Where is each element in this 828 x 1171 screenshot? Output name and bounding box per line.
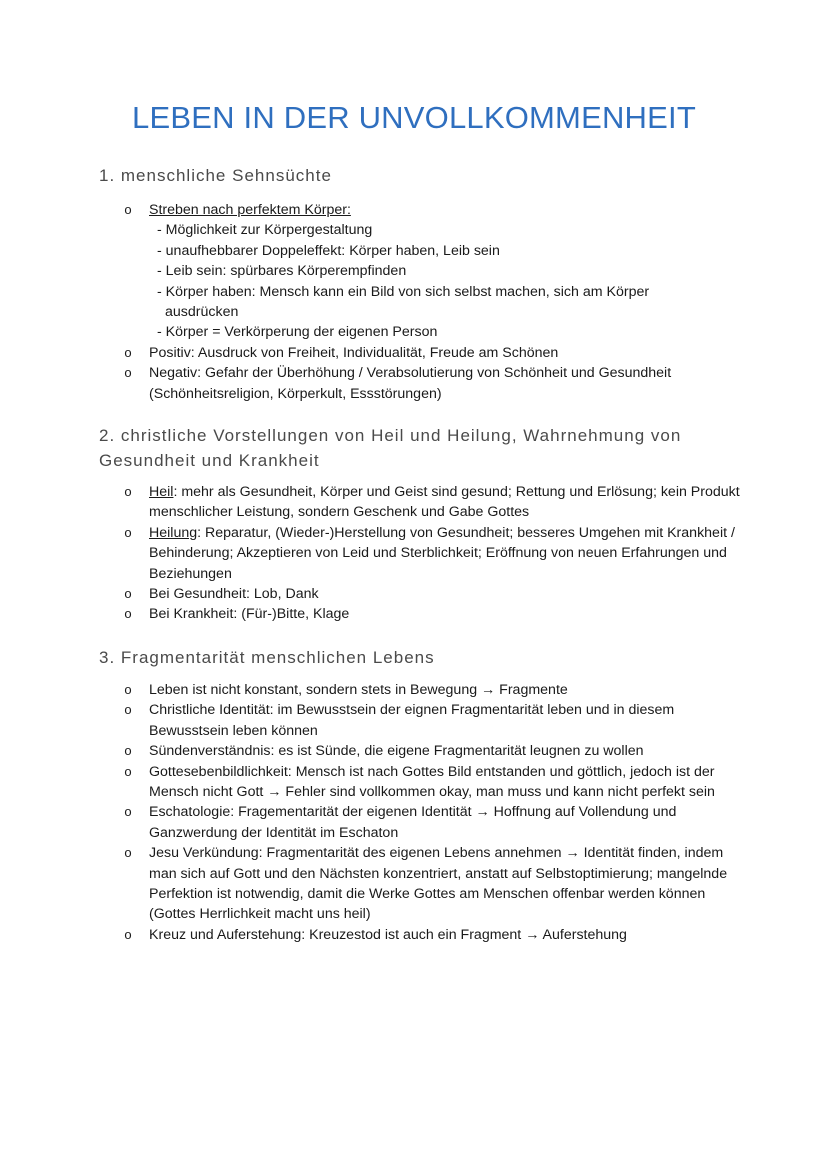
sub-item: - Körper haben: Mensch kann ein Bild von sich selbst machen, sich am Körper — [157, 283, 650, 300]
item-text: Negativ: Gefahr der Überhöhung / Verabsolutierung von Schönheit und Gesundheit (Schönheitsreligion, Körperkult, Essstörungen) — [149, 365, 672, 402]
item-text: : mehr als Gesundheit, Körper und Geist sind gesund; Rettung und Erlösung; kein Produkt menschlicher Leistung, sondern Geschenk und Gabe Gottes — [149, 484, 740, 521]
bullet-icon: o — [124, 202, 132, 217]
sub-item: - Körper = Verkörperung der eigenen Person — [157, 324, 438, 341]
list-item — [122, 843, 742, 925]
item-label: Heil — [149, 484, 174, 500]
bullet-icon: o — [124, 845, 132, 861]
list-item — [122, 343, 742, 363]
list-item — [122, 741, 742, 761]
list-item — [122, 700, 742, 741]
section-2-heading: 2. christliche Vorstellungen von Heil und Heilung, Wahrnehmung von Gesundheit und Krankheit — [99, 426, 682, 470]
bullet-icon: o — [124, 606, 132, 622]
list-item — [122, 604, 742, 624]
bullet-icon: o — [124, 586, 132, 602]
item-label: Streben nach perfektem Körper: — [149, 202, 351, 218]
page-title: LEBEN IN DER UNVOLLKOMMENHEIT — [132, 100, 696, 135]
item-text: Bei Krankheit: (Für-)Bitte, Klage — [149, 606, 350, 623]
item-text: Sündenverständnis: es ist Sünde, die eigene Fragmentarität leugnen zu wollen — [149, 743, 644, 760]
bullet-icon: o — [124, 702, 132, 718]
item-text: Christliche Identität: im Bewusstsein der eignen Fragmentarität leben und in diesem Bewusstsein leben können — [149, 702, 675, 739]
item-label: Heilung — [149, 524, 198, 541]
item-text: Positiv: Ausdruck von Freiheit, Individualität, Freude am Schönen — [149, 344, 559, 361]
bullet-icon: o — [124, 804, 132, 820]
sub-item-continuation: ausdrücken — [165, 304, 239, 321]
bullet-icon: o — [124, 926, 132, 942]
list-item — [122, 584, 742, 604]
item-text: Gottesebenbildlichkeit: Mensch ist nach Gottes Bild entstanden und göttlich, jedoch ist der Mensch nicht Gott → Fehler sind vollkommen okay, man muss und kann nicht perfekt sein — [149, 763, 715, 801]
list-item — [122, 523, 742, 584]
item-text: : Reparatur, (Wieder-)Herstellung von Gesundheit; besseres Umgehen mit Krankheit / Behinderung; Akzeptieren von Leid und Sterblichkeit; Eröffnung von neuen Erfahrungen und Beziehungen — [149, 524, 735, 582]
item-text: Kreuz und Auferstehung: Kreuzestod ist auch ein Fragment → Auferstehung — [149, 926, 627, 943]
section-1-list — [122, 200, 742, 404]
bullet-icon: o — [124, 344, 132, 360]
item-text: Leben ist nicht konstant, sondern stets in Bewegung → Fragmente — [149, 682, 568, 698]
section-3-heading: 3. Fragmentarität menschlichen Lebens — [99, 648, 435, 667]
section-3-list — [122, 680, 742, 945]
item-text: Eschatologie: Fragementarität der eigenen Identität → Hoffnung auf Vollendung und Ganzwerdung der Identität im Eschaton — [149, 804, 677, 841]
section-2-list — [122, 482, 742, 625]
sub-item: - Leib sein: spürbares Körperempfinden — [157, 263, 407, 280]
bullet-icon: o — [124, 484, 132, 499]
list-item — [122, 802, 742, 843]
sub-item: - unaufhebbarer Doppeleffekt: Körper haben, Leib sein — [157, 242, 500, 259]
bullet-icon: o — [124, 365, 132, 381]
list-item — [122, 762, 742, 803]
list-item — [122, 482, 742, 523]
list-item — [122, 680, 742, 700]
list-item — [122, 200, 742, 343]
bullet-icon: o — [124, 682, 132, 697]
list-item — [122, 925, 742, 945]
list-item — [122, 363, 742, 404]
sub-list — [149, 220, 742, 342]
bullet-icon: o — [124, 743, 132, 759]
item-text: Bei Gesundheit: Lob, Dank — [149, 586, 319, 603]
item-text: Jesu Verkündung: Fragmentarität des eigenen Lebens annehmen → Identität finden, indem man sich auf Gott und den Nächsten konzentriert, anstatt auf Selbstoptimierung; mangelnde Perfektion ist notwendig, damit die Werke Gottes am Menschen offenbar werden können (Gottes Herrlichkeit macht uns heil) — [149, 845, 728, 923]
bullet-icon: o — [124, 524, 132, 540]
bullet-icon: o — [124, 763, 132, 779]
sub-item: - Möglichkeit zur Körpergestaltung — [157, 222, 373, 239]
section-1-heading: 1. menschliche Sehnsüchte — [99, 166, 332, 185]
